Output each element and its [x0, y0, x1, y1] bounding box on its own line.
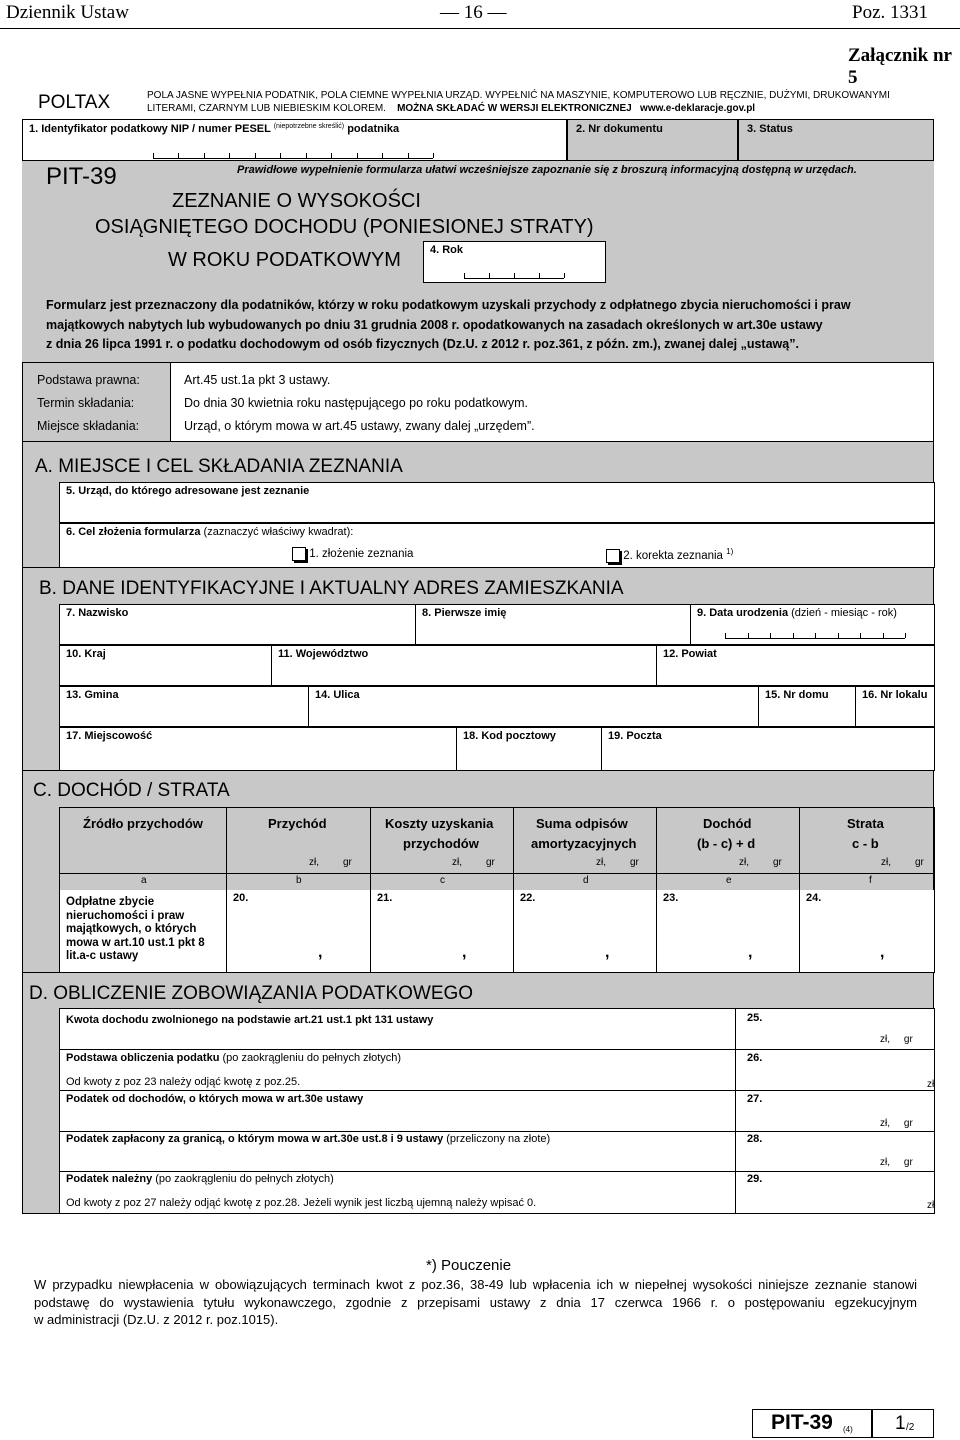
tax-year-field[interactable] [423, 241, 606, 283]
row-divider [59, 1131, 935, 1132]
comb-tick [306, 153, 307, 158]
journal-name: Dziennik Ustaw [6, 2, 129, 23]
zl-label: zł, [880, 1034, 890, 1045]
form-purpose-2: majątkowych nabytych lub wybudowanych po dniu 31 grudnia 2008 r. opodatkowanych na zasadach określonych w art.30e ustawy [46, 317, 823, 332]
status-field [738, 119, 934, 161]
comb-tick [178, 153, 179, 158]
field-26-number: 26. [747, 1052, 763, 1064]
poltax-logo: POLTAX [38, 92, 111, 113]
apartment-number-label: 16. Nr lokalu [862, 689, 928, 701]
tax-year-label: 4. Rok [430, 244, 464, 256]
field-27-amount[interactable] [880, 1118, 913, 1129]
purpose-note: (zaznaczyć właściwy kwadrat): [203, 526, 354, 538]
post-office-label: 19. Poczta [608, 730, 662, 742]
country-label: 10. Kraj [66, 648, 106, 660]
zl-label: zł, [880, 1157, 890, 1168]
section-d [22, 973, 934, 1214]
column-letter-c: c [440, 875, 445, 886]
tax-due-instruction: Od kwoty z poz 27 należy odjąć kwotę z poz.28. Jeżeli wynik jest liczbą ujemną należy wpisać 0. [66, 1197, 537, 1209]
gr-label: gr [630, 857, 639, 868]
field-28-number: 28. [747, 1133, 763, 1145]
header-costs-2: przychodów [403, 836, 479, 851]
taxpayer-id-note: (niepotrzebne skreślić) [273, 123, 345, 130]
filing-checkbox[interactable] [292, 547, 306, 561]
field-29-number: 29. [747, 1173, 763, 1185]
section-c [22, 771, 934, 973]
field-27-number: 27. [747, 1093, 763, 1105]
source-label-cell [60, 890, 226, 972]
correction-label: 2. korekta zeznania [623, 549, 723, 562]
comb-tick [748, 633, 749, 638]
tax-on-income-label: Podatek od dochodów, o których mowa w art.30e ustawy [66, 1093, 364, 1105]
comb-tick [815, 633, 816, 638]
postal-code-label: 18. Kod pocztowy [463, 730, 556, 742]
option-filing[interactable] [292, 547, 413, 561]
header-source: Źródło przychodów [83, 816, 203, 831]
post-office-field[interactable] [601, 727, 935, 771]
decimal-comma: , [318, 944, 323, 961]
field-26-zl[interactable]: zł [927, 1079, 935, 1090]
comb-tick [280, 153, 281, 158]
field-25-number: 25. [747, 1012, 763, 1024]
header-costs: Koszty uzyskania [385, 816, 494, 831]
header-profit: Dochód [703, 816, 752, 831]
county-field[interactable] [656, 645, 935, 686]
comb-tick [725, 633, 726, 638]
filing-label: 1. złożenie zeznania [309, 548, 414, 561]
decimal-comma: , [462, 944, 467, 961]
section-a [22, 442, 934, 568]
footer-form-code-box [752, 1409, 872, 1438]
comb-tick [514, 273, 515, 278]
deadline-key: Termin składania: [37, 396, 135, 410]
header-profit-formula: (b - c) + d [697, 836, 756, 851]
instruction-electronic: MOŻNA SKŁADAĆ W WERSJI ELEKTRONICZNEJ [397, 103, 632, 114]
house-number-label: 15. Nr domu [765, 689, 829, 701]
birth-date-note: (dzień - miesiąc - rok) [791, 607, 897, 619]
form-title-1: ZEZNANIE O WYSOKOŚCI [172, 190, 421, 212]
depreciation-field[interactable] [514, 890, 656, 972]
field-25-amount[interactable] [880, 1034, 913, 1045]
section-a-title: A. MIEJSCE I CEL SKŁADANIA ZEZNANIA [35, 456, 403, 477]
tax-year-comb [464, 278, 564, 279]
taxpayer-id-comb [153, 158, 433, 159]
tax-office-label: 5. Urząd, do którego adresowane jest zeznanie [66, 485, 310, 497]
section-b-title: B. DANE IDENTYFIKACYJNE I AKTUALNY ADRES ZAMIESZKANIA [39, 578, 624, 599]
edeklaracje-link[interactable]: www.e-deklaracje.gov.pl [640, 103, 756, 114]
gr-label: gr [773, 857, 782, 868]
tax-due-note: (po zaokrągleniu do pełnych złotych) [155, 1173, 334, 1185]
field-20-number: 20. [233, 892, 249, 904]
zl-label: zł, [881, 857, 891, 868]
header-loss-formula: c - b [852, 836, 879, 851]
tax-due-label-text: Podatek należny [66, 1173, 153, 1185]
footer-form-variant: (4) [843, 1425, 853, 1434]
column-letter-a: a [141, 875, 147, 886]
comb-tick [905, 633, 906, 638]
document-number-label: 2. Nr dokumentu [576, 123, 663, 135]
submit-place-value: Urząd, o którym mowa w art.45 ustawy, zwany dalej „urzędem”. [184, 419, 535, 433]
first-name-field[interactable] [415, 604, 691, 645]
comb-tick [564, 273, 565, 278]
header-depreciation: Suma odpisów [536, 816, 628, 831]
tax-calc-divider [735, 1008, 736, 1214]
comb-tick [838, 633, 839, 638]
comb-tick [464, 273, 465, 278]
costs-field[interactable] [371, 890, 513, 972]
option-correction[interactable] [606, 547, 733, 563]
loss-field[interactable] [800, 890, 934, 972]
commune-field[interactable] [59, 686, 309, 727]
footer-form-code: PIT-39 [771, 1411, 833, 1434]
legal-basis-key: Podstawa prawna: [37, 373, 140, 387]
zl-label: zł, [739, 857, 749, 868]
column-letters-row [59, 873, 935, 891]
foreign-tax-note: (przeliczony na złote) [446, 1133, 551, 1145]
correction-footnote: 1) [726, 547, 734, 556]
tax-base-label-text: Podstawa obliczenia podatku [66, 1052, 220, 1064]
comb-tick [229, 153, 230, 158]
zl-label: zł, [452, 857, 462, 868]
gr-label: gr [486, 857, 495, 868]
fill-instructions [147, 89, 890, 115]
column-letter-f: f [869, 875, 872, 886]
taxpayer-id-suffix: podatnika [347, 123, 400, 135]
purpose-label-text: 6. Cel złożenia formularza [66, 526, 201, 538]
exempt-income-label: Kwota dochodu zwolnionego na podstawie art.21 ust.1 pkt 131 ustawy [66, 1014, 434, 1026]
field-23-number: 23. [663, 892, 679, 904]
instruction-colors: LITERAMI, CZARNYM LUB NIEBIESKIM KOLOREM. [147, 103, 386, 114]
header-rule [0, 28, 960, 29]
postal-code-field[interactable] [456, 727, 602, 771]
position-number: Poz. 1331 [852, 2, 928, 23]
comb-tick [770, 633, 771, 638]
taxpayer-id-label-text: 1. Identyfikator podatkowy NIP / numer PESEL [29, 123, 271, 135]
row-divider [59, 1049, 935, 1050]
comb-tick [433, 153, 434, 158]
instruction-line-1: POLA JASNE WYPEŁNIA PODATNIK, POLA CIEMNE WYPEŁNIA URZĄD. WYPEŁNIĆ NA MASZYNIE, KOMPUTEROWO LUB RĘCZNIE, DUŻYMI, DRUKOWANYMI [147, 90, 890, 101]
birth-date-comb [725, 638, 905, 639]
street-label: 14. Ulica [315, 689, 360, 701]
zl-label: zł, [309, 857, 319, 868]
instruction-line-2 [147, 102, 890, 115]
gr-label: gr [903, 1157, 913, 1168]
status-label: 3. Status [747, 123, 793, 135]
comb-tick [408, 153, 409, 158]
notice-body [34, 1276, 917, 1329]
section-b [22, 568, 934, 771]
notice-line-3: w administracji (Dz.U. z 2012 r. poz.1015). [34, 1312, 279, 1327]
correction-checkbox[interactable] [606, 549, 620, 563]
zl-label: zł, [880, 1118, 890, 1129]
tax-office-field[interactable] [59, 482, 935, 523]
taxpayer-id-field[interactable] [22, 119, 567, 161]
tax-due-label [66, 1173, 334, 1185]
commune-label: 13. Gmina [66, 689, 119, 701]
birth-date-label [697, 607, 897, 619]
county-label: 12. Powiat [663, 648, 717, 660]
surname-field[interactable] [59, 604, 416, 645]
comb-tick [382, 153, 383, 158]
apartment-number-field[interactable] [855, 686, 935, 727]
currency-row [59, 855, 935, 873]
voivodeship-label: 11. Województwo [278, 648, 369, 660]
document-number-field [567, 119, 738, 161]
field-29-zl[interactable]: zł [927, 1200, 935, 1211]
header-depreciation-2: amortyzacyjnych [531, 836, 637, 851]
page-number: — 16 — [440, 2, 507, 23]
deadline-value: Do dnia 30 kwietnia roku następującego po roku podatkowym. [184, 396, 528, 410]
footer-page-count: /2 [906, 1422, 915, 1433]
gr-label: gr [903, 1118, 913, 1129]
notice-line-1: W przypadku niewpłacenia w obowiązujących terminach kwot z poz.36, 38-49 lub wpłacenia ich w niepełnej wysokości niniejsze zeznanie stanowi [34, 1277, 917, 1292]
income-field[interactable] [227, 890, 370, 972]
comb-tick [793, 633, 794, 638]
street-field[interactable] [308, 686, 759, 727]
surname-label: 7. Nazwisko [66, 607, 129, 619]
header-income: Przychód [268, 816, 327, 831]
section-d-title: D. OBLICZENIE ZOBOWIĄZANIA PODATKOWEGO [29, 983, 474, 1004]
purpose-field [59, 523, 935, 568]
submit-place-key: Miejsce składania: [37, 419, 140, 433]
comb-tick [204, 153, 205, 158]
purpose-label [66, 526, 353, 538]
form-title-3: W ROKU PODATKOWYM [168, 249, 401, 271]
form-purpose-1: Formularz jest przeznaczony dla podatników, którzy w roku podatkowym uzyskali przychody z odpłatnego zbycia nieruchomości i praw [46, 298, 851, 312]
form-code: PIT-39 [46, 163, 117, 190]
birth-date-field[interactable] [690, 604, 935, 645]
footer-page-box [872, 1409, 934, 1438]
field-22-number: 22. [520, 892, 536, 904]
gr-label: gr [343, 857, 352, 868]
comb-tick [331, 153, 332, 158]
header-loss: Strata [847, 816, 884, 831]
form-title-2: OSIĄGNIĘTEGO DOCHODU (PONIESIONEJ STRATY) [95, 216, 594, 238]
column-letter-e: e [726, 875, 732, 886]
field-21-number: 21. [377, 892, 393, 904]
field-28-amount[interactable] [880, 1157, 913, 1168]
first-name-label: 8. Pierwsze imię [422, 607, 507, 619]
column-letter-b: b [296, 875, 302, 886]
comb-tick [255, 153, 256, 158]
foreign-tax-label-text: Podatek zapłacony za granicą, o którym mowa w art.30e ust.8 i 9 ustawy [66, 1133, 444, 1145]
comb-tick [883, 633, 884, 638]
form-purpose [46, 296, 851, 355]
source-label: Odpłatne zbycie nieruchomości i praw majątkowych, o których mowa w art.10 ust.1 pkt 8 lit.a-c ustawy [66, 896, 205, 962]
voivodeship-field[interactable] [271, 645, 657, 686]
comb-tick [153, 153, 154, 158]
zl-label: zł, [596, 857, 606, 868]
legal-basis-value: Art.45 ust.1a pkt 3 ustawy. [184, 373, 331, 387]
legal-basis-box [22, 362, 934, 442]
notice-line-2: podstawę do wystawienia tytułu wykonawczego, zgodnie z przepisami ustawy z dnia 17 czerwca 1966 r. o postępowaniu egzekucyjnym [34, 1294, 917, 1310]
notice-title: *) Pouczenie [426, 1257, 512, 1274]
form-purpose-3: z dnia 26 lipca 1991 r. o podatku dochodowym od osób fizycznych (Dz.U. z 2012 r. poz.361, z późn. zm.), zwanej dalej „ustawą”. [46, 337, 799, 351]
country-field[interactable] [59, 645, 272, 686]
decimal-comma: , [880, 944, 885, 961]
gr-label: gr [915, 857, 924, 868]
comb-tick [860, 633, 861, 638]
footer-page-number: 1 [895, 1413, 906, 1434]
column-letter-d: d [583, 875, 589, 886]
tax-base-instruction: Od kwoty z poz 23 należy odjąć kwotę z poz.25. [66, 1076, 301, 1088]
tax-base-note: (po zaokrągleniu do pełnych złotych) [222, 1052, 402, 1064]
section-c-title: C. DOCHÓD / STRATA [33, 780, 230, 801]
taxpayer-id-label [29, 123, 399, 135]
decimal-comma: , [605, 944, 610, 961]
comb-tick [357, 153, 358, 158]
comb-tick [539, 273, 540, 278]
form-hint: Prawidłowe wypełnienie formularza ułatwi wcześniejsze zapoznanie się z broszurą informacyjną dostępną w urzędach. [237, 164, 857, 176]
field-24-number: 24. [806, 892, 822, 904]
city-field[interactable] [59, 727, 457, 771]
profit-field[interactable] [657, 890, 799, 972]
gr-label: gr [903, 1034, 913, 1045]
birth-date-label-text: 9. Data urodzenia [697, 607, 789, 619]
city-label: 17. Miejscowość [66, 730, 153, 742]
foreign-tax-label [66, 1133, 550, 1145]
comb-tick [489, 273, 490, 278]
row-divider [59, 1090, 935, 1091]
decimal-comma: , [748, 944, 753, 961]
house-number-field[interactable] [758, 686, 856, 727]
tax-base-label [66, 1052, 401, 1064]
row-divider [59, 1171, 935, 1172]
annex-label: Załącznik nr 5 [848, 45, 952, 88]
